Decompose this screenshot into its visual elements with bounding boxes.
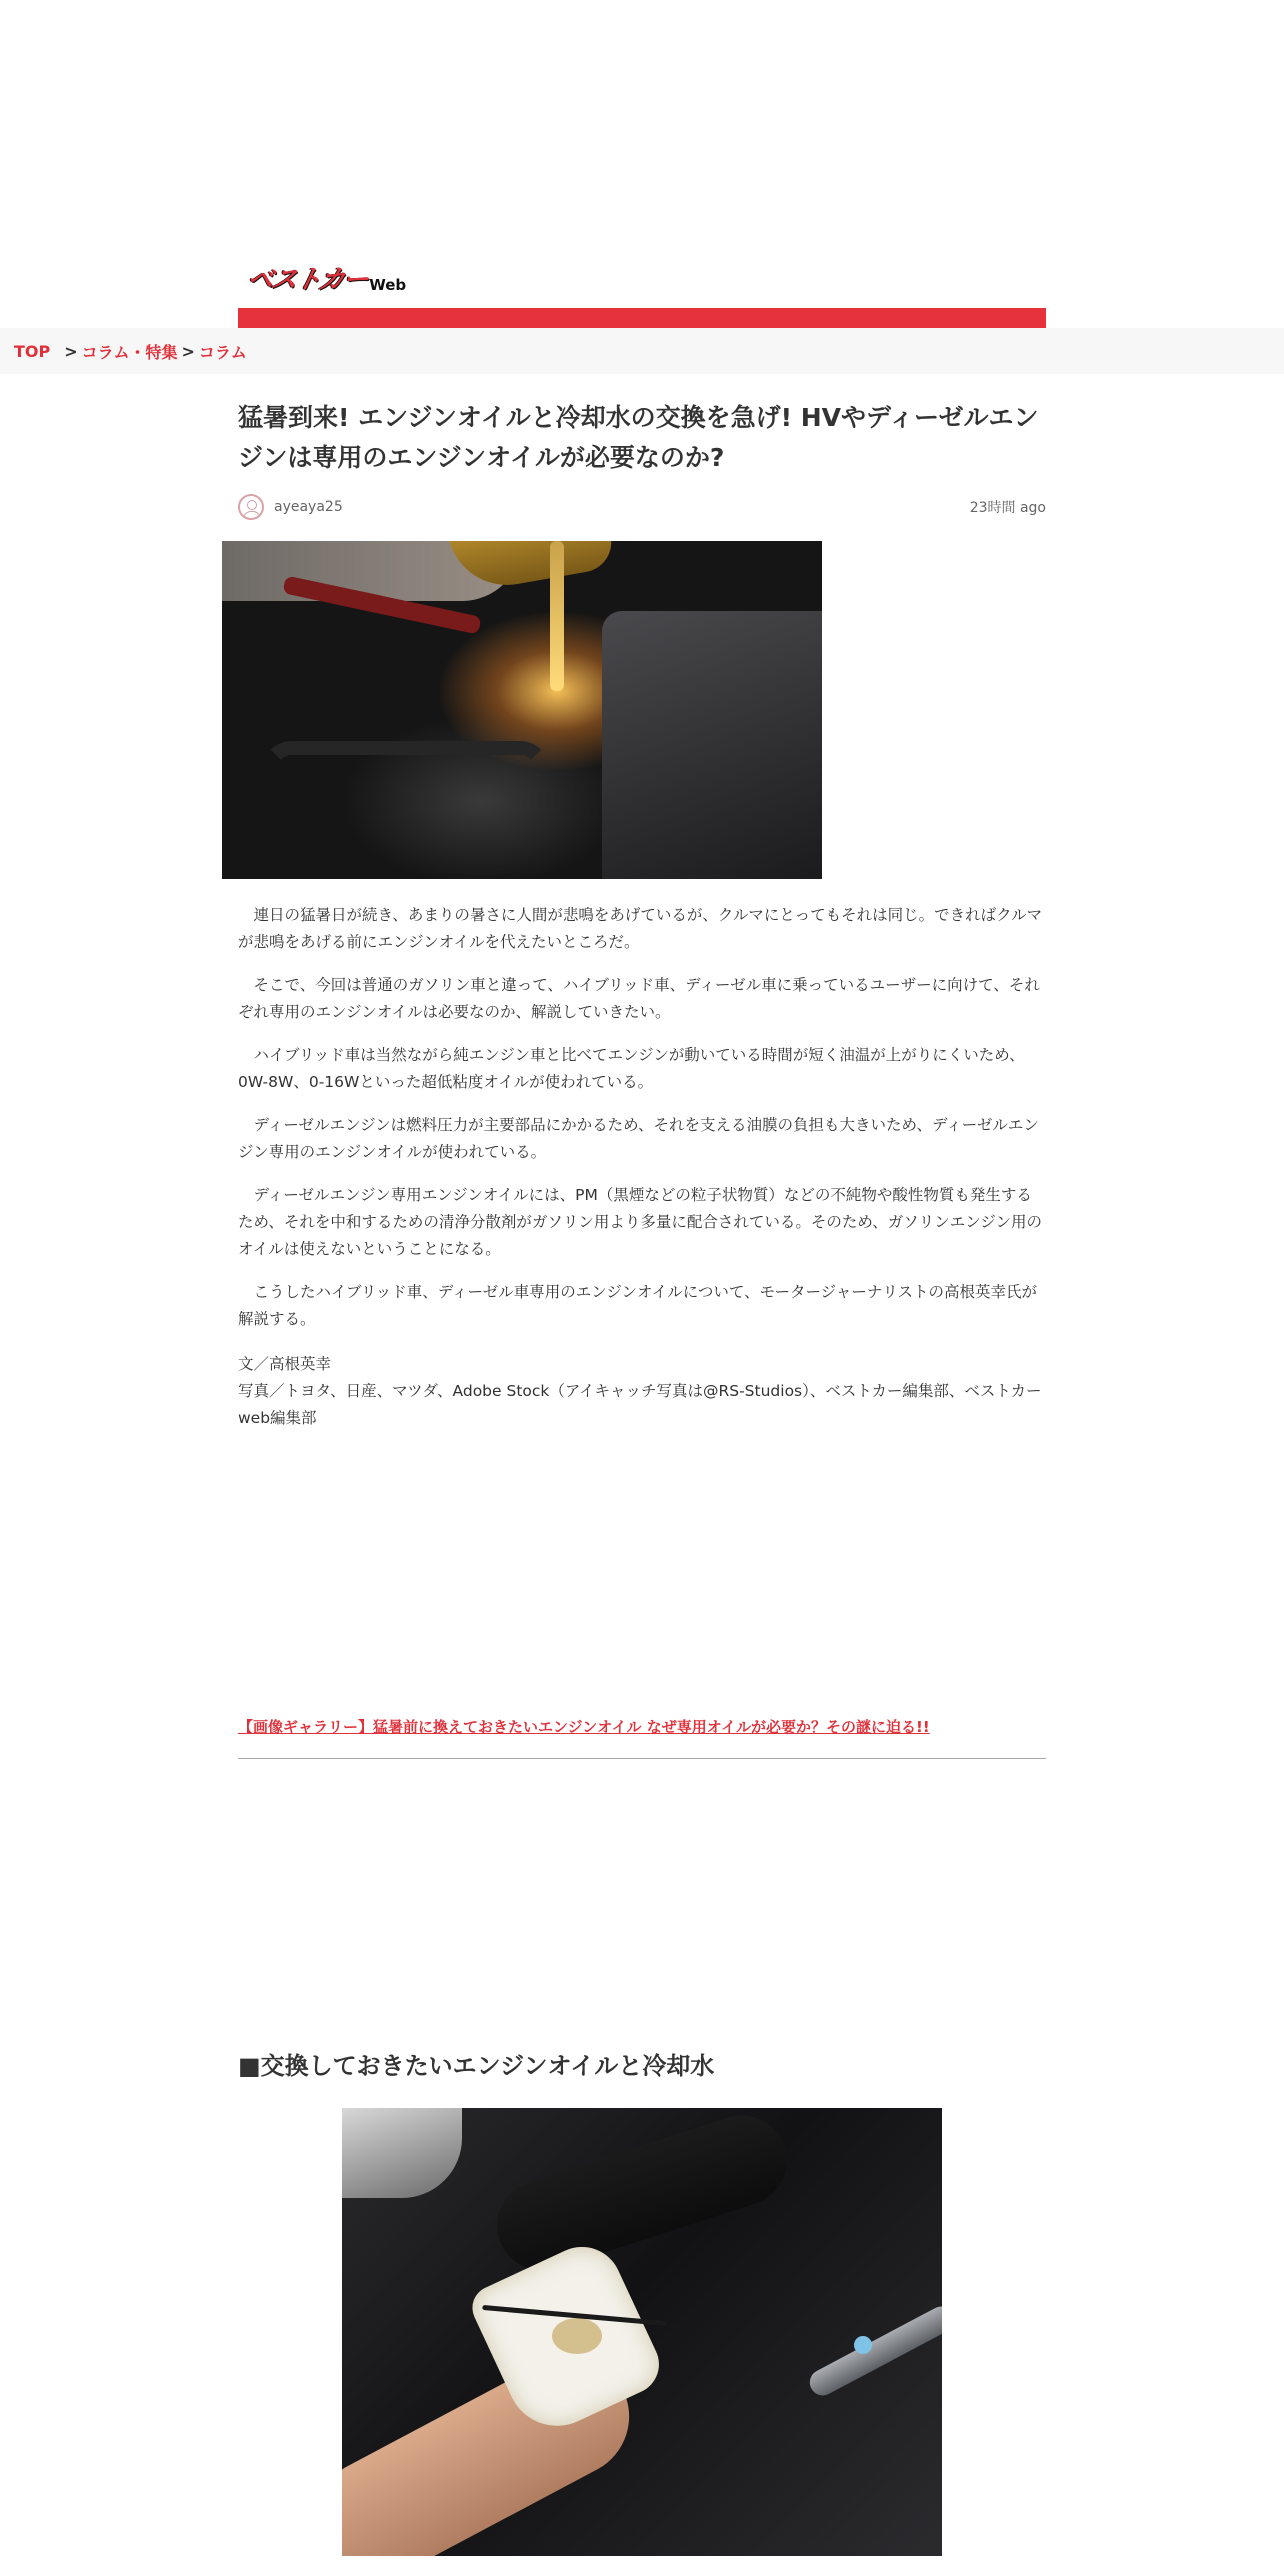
breadcrumb-separator: > [181,341,195,361]
article-meta [238,492,1046,522]
credit-text: 文／高根英幸 [238,1355,332,1373]
paragraph: ハイブリッド車は当然ながら純エンジン車と比べてエンジンが動いている時間が短く油温が上がりにくいため、0W-8W、0-16Wといった超低粘度オイルが使われている。 [238,1046,1025,1091]
site-logo[interactable] [238,262,1046,296]
breadcrumb-column[interactable]: コラム [198,342,247,362]
article-header [238,390,1046,522]
credit-photo: 写真／トヨタ、日産、マツダ、Adobe Stock（アイキャッチ写真は@RS-Studios）、ベストカー編集部、ベストカーweb編集部 [238,1382,1042,1427]
breadcrumb-top[interactable]: TOP [14,341,51,361]
dipstick-photo [342,2108,942,2556]
gallery-link-container [238,1716,1046,1737]
paragraph: ディーゼルエンジンは燃料圧力が主要部品にかかるため、それを支える油膜の負担も大きいため、ディーゼルエンジン専用のエンジンオイルが使われている。 [238,1116,1039,1161]
site-header [238,262,1046,328]
paragraph: 連日の猛暑日が続き、あまりの暑さに人間が悲鳴をあげているが、クルマにとってもそれは同じ。できればクルマが悲鳴をあげる前にエンジンオイルを代えたいところだ。 [238,906,1043,951]
paragraph: そこで、今回は普通のガソリン車と違って、ハイブリッド車、ディーゼル車に乗っているユーザーに向けて、それぞれ専用のエンジンオイルは必要なのか、解説していきたい。 [238,976,1040,1021]
logo-sub: Web [369,276,407,294]
divider [238,1758,1046,1759]
logo-text: ベストカー [244,265,370,295]
credits [238,1351,1046,1432]
gallery-link[interactable]: 【画像ギャラリー】猛暑前に換えておきたいエンジンオイル なぜ専用オイルが必要か？その謎に迫る!! [238,1718,930,1736]
publish-time: 23時間 ago [969,500,1046,516]
breadcrumb [0,328,1284,374]
author[interactable] [238,494,343,520]
header-bar [238,308,1046,328]
hero-image [222,541,822,879]
avatar [238,494,264,520]
section-heading: ■交換しておきたいエンジンオイルと冷却水 [238,2052,715,2080]
paragraph: ディーゼルエンジン専用エンジンオイルには、PM（黒煙などの粒子状物質）などの不純物や酸性物質も発生するため、それを中和するための清浄分散剤がガソリン用より多量に配合されている。そのため、ガソリンエンジン用のオイルは使えないということになる。 [238,1186,1042,1258]
article-title: 猛暑到来! エンジンオイルと冷却水の交換を急げ! HVやディーゼルエンジンは専用のエンジンオイルが必要なのか? [238,403,1039,472]
breadcrumb-column-feature[interactable]: コラム・特集 [81,342,178,362]
breadcrumb-separator: > [64,341,78,361]
paragraph: こうしたハイブリッド車、ディーゼル車専用のエンジンオイルについて、モータージャーナリストの高根英幸氏が解説する。 [238,1283,1038,1328]
author-name: ayeaya25 [274,499,343,515]
article-body [238,902,1046,1432]
